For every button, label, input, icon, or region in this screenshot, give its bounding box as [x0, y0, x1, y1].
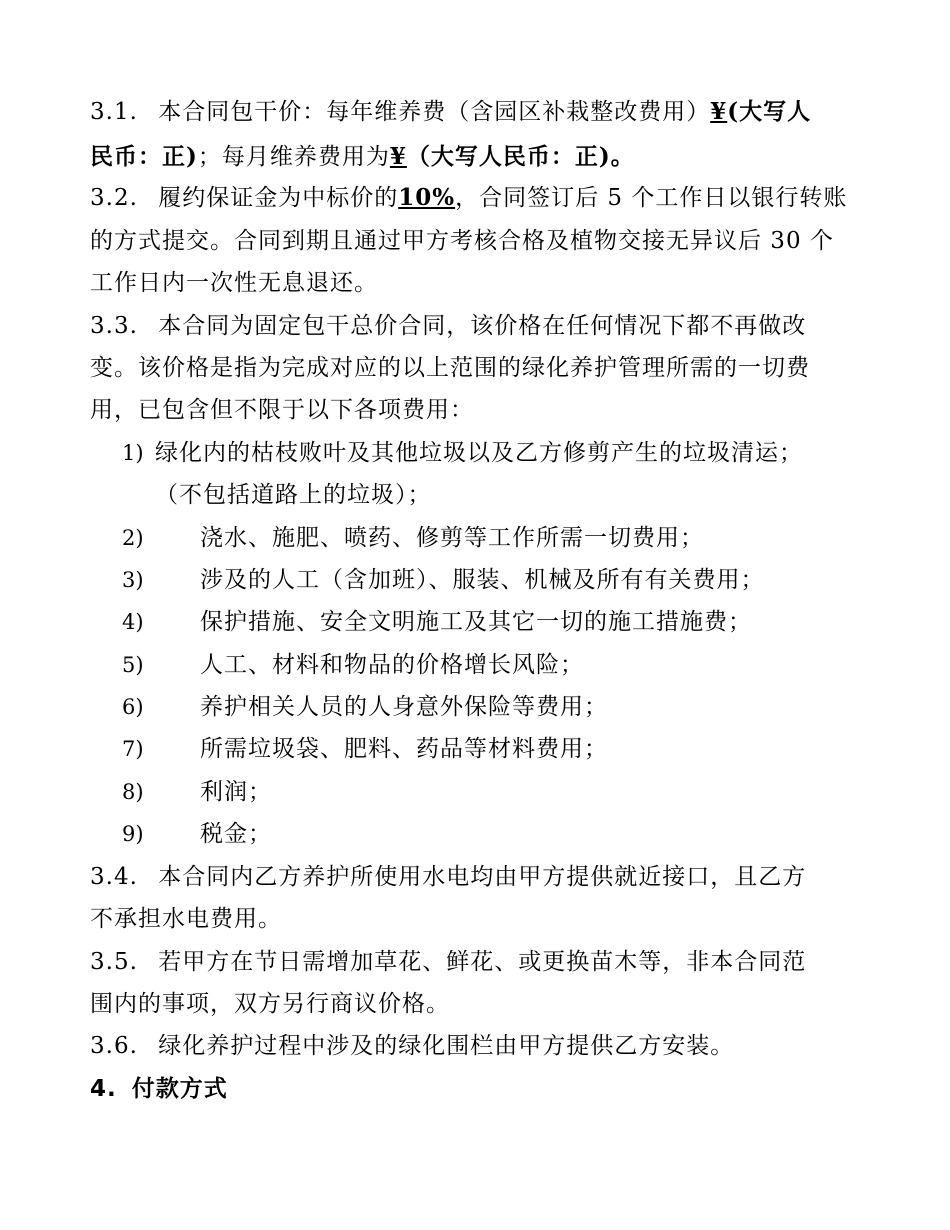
clause-text: 变。该价格是指为完成对应的以上范围的绿化养护管理所需的一切费: [90, 355, 810, 381]
item-number: 8): [122, 780, 144, 804]
bold-text: 民币：正): [90, 143, 198, 170]
clause-text: 的方式提交。合同到期且通过甲方考核合格及植物交接无异议后 30 个: [90, 228, 834, 254]
clause-3-6-line-1: [90, 1031, 850, 1061]
clause-text: 本合同包干价：每年维养费（含园区补栽整改费用）: [158, 99, 711, 125]
clause-3-2-line-3: [90, 268, 850, 298]
item-text: 保护措施、安全文明施工及其它一切的施工措施费；: [200, 609, 752, 635]
percent-value: 10%: [398, 184, 456, 211]
clause-number: 3.5.: [90, 949, 138, 975]
clause-number: 3.1.: [90, 99, 138, 125]
clause-text: 本合同内乙方养护所使用水电均由甲方提供就近接口，且乙方: [158, 864, 807, 890]
clause-3-4-line-1: [90, 862, 850, 892]
section-heading-4: [90, 1074, 850, 1104]
item-text: 利润；: [200, 779, 272, 805]
clause-text: 工作日内一次性无息退还。: [90, 270, 378, 296]
clause-3-4-line-2: [90, 904, 850, 934]
clause-3-1-line-2: [90, 142, 850, 172]
clause-text: 本合同为固定包干总价合同，该价格在任何情况下都不再做改: [158, 313, 807, 339]
clause-3-3-line-3: [90, 395, 850, 425]
clause-3-3-line-2: [90, 353, 850, 383]
bold-text: (大写人: [727, 98, 812, 125]
clause-number: 3.4.: [90, 864, 138, 890]
clause-text: 若甲方在节日需增加草花、鲜花、或更换苗木等，非本合同范: [158, 949, 807, 975]
item-text: 税金；: [200, 821, 272, 847]
clause-3-3-line-1: [90, 311, 850, 341]
item-text: 养护相关人员的人身意外保险等费用；: [200, 694, 608, 720]
yen-symbol: ¥: [710, 98, 728, 125]
item-number: 5): [122, 653, 144, 677]
item-text: 浇水、施肥、喷药、修剪等工作所需一切费用；: [200, 525, 704, 551]
clause-text: ，合同签订后 5 个工作日以银行转账: [455, 185, 848, 211]
section-number: 4.: [90, 1076, 117, 1102]
clause-number: 3.3.: [90, 313, 138, 339]
clause-text: 围内的事项，双方另行商议价格。: [90, 991, 450, 1017]
clause-text: 不承担水电费用。: [90, 906, 282, 932]
clause-text: 用，已包含但不限于以下各项费用：: [90, 397, 474, 423]
clause-number: 3.2.: [90, 185, 138, 211]
item-number: 4): [122, 610, 144, 634]
clause-3-2-line-1: [90, 183, 850, 213]
item-text: 涉及的人工（含加班）、服装、机械及所有有关费用；: [200, 567, 765, 593]
item-number: 6): [122, 695, 144, 719]
item-number: 3): [122, 568, 144, 592]
item-number: 7): [122, 737, 144, 761]
yen-symbol: ¥: [389, 143, 407, 170]
clause-number: 3.6.: [90, 1033, 138, 1059]
item-text: 所需垃圾袋、肥料、药品等材料费用；: [200, 736, 608, 762]
bold-text: （大写人民币：正)。: [406, 143, 635, 170]
clause-3-5-line-2: [90, 989, 850, 1019]
section-title: 付款方式: [131, 1076, 228, 1102]
item-number: 2): [122, 526, 144, 550]
clause-3-2-line-2: [90, 226, 850, 256]
item-text: 人工、材料和物品的价格增长风险；: [200, 652, 584, 678]
clause-3-1-line-1: [90, 97, 850, 127]
item-text: 绿化内的枯枝败叶及其他垃圾以及乙方修剪产生的垃圾清运；: [155, 440, 803, 466]
item-number: 9): [122, 822, 144, 846]
clause-text: ；每月维养费用为: [197, 144, 390, 170]
item-text-continued: （不包括道路上的垃圾）；: [155, 482, 432, 508]
clause-3-5-line-1: [90, 947, 850, 977]
clause-text: 履约保证金为中标价的: [158, 185, 399, 211]
clause-text: 绿化养护过程中涉及的绿化围栏由甲方提供乙方安装。: [158, 1033, 735, 1059]
item-number: 1): [122, 441, 144, 465]
